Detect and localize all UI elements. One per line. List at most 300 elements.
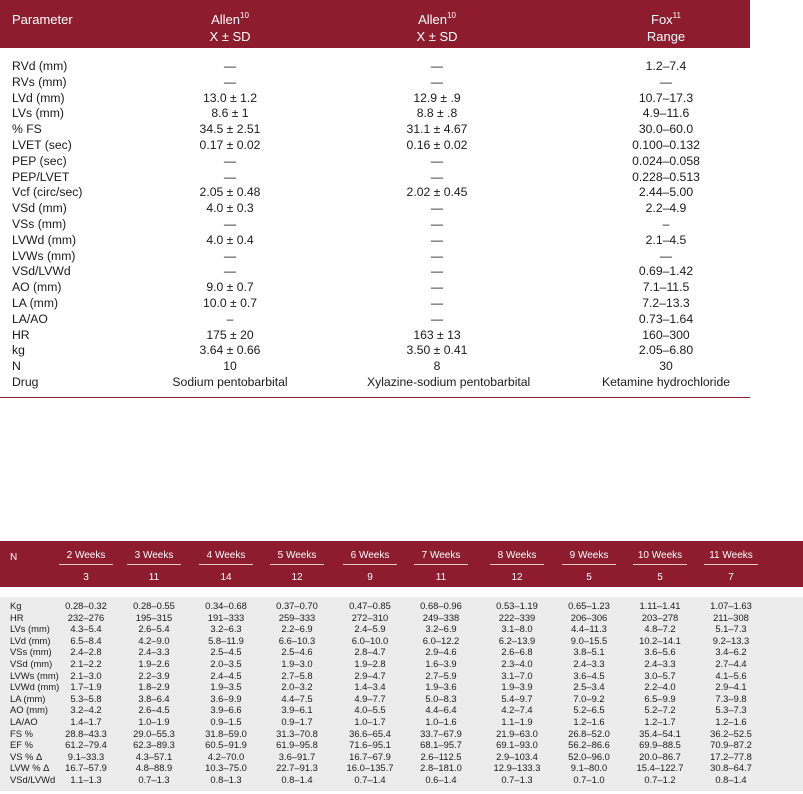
- allen-1-cell: 10.0 ± 0.7: [202, 295, 258, 310]
- range-cell: 61.2–79.4: [65, 739, 107, 751]
- range-cell: 3.0–5.7: [644, 669, 676, 681]
- row-label: VSd/LVWd: [10, 774, 56, 785]
- fox-range-cell: 4.9–11.6: [642, 106, 690, 121]
- allen-1-cell: 34.5 ± 2.51: [199, 122, 261, 137]
- range-cell: 1.0–1.9: [138, 716, 170, 727]
- range-cell: 4.4–7.5: [281, 692, 313, 704]
- allen-1-cell: —: [223, 248, 237, 263]
- range-cell: 6.5–8.4: [70, 634, 102, 646]
- week-label: 2 Weeks: [66, 550, 106, 561]
- parameter-cell: PEP (sec): [12, 153, 67, 168]
- sample-count: 11: [148, 572, 160, 583]
- range-cell: 3.6–5.6: [644, 646, 676, 658]
- range-cell: 9.0–15.5: [570, 634, 608, 646]
- allen-1-cell: 3.64 ± 0.66: [199, 343, 261, 358]
- table-row: [0, 635, 803, 647]
- range-cell: 2.2–6.9: [281, 623, 313, 635]
- range-cell: 2.1–3.0: [70, 669, 102, 681]
- fox-range-cell: —: [659, 248, 673, 263]
- table1-bottom-rule: [0, 397, 750, 398]
- allen-1-cell: 4.0 ± 0.3: [206, 201, 254, 216]
- table2-body: [0, 597, 803, 791]
- sample-count: 14: [220, 572, 232, 583]
- range-cell: 1.2–1.6: [573, 716, 605, 727]
- range-cell: 6.5–9.9: [644, 692, 676, 704]
- range-cell: 60.5–91.9: [205, 739, 247, 751]
- allen-2-cell: —: [430, 248, 444, 263]
- fox-range-cell: 0.228–0.513: [632, 169, 700, 184]
- range-cell: 232–276: [67, 611, 105, 623]
- table-row: [0, 375, 750, 391]
- allen-1-cell: —: [223, 264, 237, 279]
- range-cell: 62.3–89.3: [133, 739, 175, 751]
- row-label: EF %: [10, 739, 33, 751]
- parameter-cell: VSd (mm): [12, 201, 67, 216]
- range-cell: 4.1–5.6: [715, 669, 747, 681]
- range-cell: 28.8–43.3: [65, 727, 107, 739]
- sample-count: 12: [291, 572, 303, 583]
- header-allen-1: [160, 11, 300, 45]
- allen-2-cell: —: [430, 264, 444, 279]
- range-cell: 0.7–1.4: [354, 774, 386, 785]
- range-cell: 2.9–4.6: [425, 646, 457, 658]
- allen-1-cell: 2.05 ± 0.48: [199, 185, 261, 200]
- range-cell: 1.07–1.63: [710, 600, 752, 611]
- range-cell: 3.1–8.0: [501, 623, 533, 635]
- table-row: [0, 681, 803, 693]
- range-cell: 15.4–122.7: [636, 762, 684, 774]
- row-label: LVs (mm): [10, 623, 50, 635]
- range-cell: 1.9–2.8: [354, 658, 386, 669]
- range-cell: 0.65–1.23: [568, 600, 610, 611]
- row-label: AO (mm): [10, 704, 49, 716]
- range-cell: 2.9–4.7: [354, 669, 386, 681]
- fox-range-cell: 0.100–0.132: [632, 137, 700, 152]
- range-cell: 26.8–52.0: [568, 727, 610, 739]
- range-cell: 3.8–6.4: [138, 692, 170, 704]
- range-cell: 0.7–1.3: [138, 774, 170, 785]
- range-cell: 0.53–1.19: [496, 600, 538, 611]
- allen-2-cell: 8.8 ± .8: [416, 106, 458, 121]
- range-cell: 1.2–1.6: [715, 716, 747, 727]
- parameter-cell: Drug: [12, 374, 39, 389]
- range-cell: 0.37–0.70: [276, 600, 318, 611]
- range-cell: 22.7–91.3: [276, 762, 318, 774]
- range-cell: 6.2–13.9: [498, 634, 536, 646]
- range-cell: 1.9–3.0: [281, 658, 313, 669]
- range-cell: 3.8–5.1: [573, 646, 605, 658]
- allen-2-cell: 0.16 ± 0.02: [406, 137, 468, 152]
- table-row: [0, 170, 750, 186]
- range-cell: 4.2–9.0: [138, 634, 170, 646]
- parameter-cell: N: [12, 359, 21, 374]
- parameter-cell: HR: [12, 327, 30, 342]
- table-row: [0, 623, 803, 635]
- allen-2-cell: Xylazine-sodium pentobarbital: [367, 374, 531, 389]
- range-cell: 31.8–59.0: [205, 727, 247, 739]
- range-cell: 1.4–3.4: [354, 681, 386, 693]
- allen-1-cell: 13.0 ± 1.2: [202, 90, 258, 105]
- fox-range-cell: 10.7–17.3: [638, 90, 694, 105]
- range-cell: 222–339: [498, 611, 536, 623]
- range-cell: 7.3–9.8: [715, 692, 747, 704]
- header-divider: [270, 564, 324, 565]
- allen-2-cell: —: [430, 295, 444, 310]
- range-cell: 3.2–6.9: [425, 623, 457, 635]
- header-ref: 10: [447, 11, 456, 20]
- fox-range-cell: —: [659, 74, 673, 89]
- range-cell: 191–333: [207, 611, 245, 623]
- table-row: [0, 716, 803, 728]
- allen-2-cell: 163 ± 13: [413, 327, 461, 342]
- header-divider: [562, 564, 616, 565]
- table-row: [0, 138, 750, 154]
- range-cell: 9.1–33.3: [67, 750, 105, 762]
- range-cell: 0.9–1.5: [210, 716, 242, 727]
- range-cell: 2.8–4.7: [354, 646, 386, 658]
- parameter-cell: RVs (mm): [12, 74, 67, 89]
- range-cell: 5.0–8.3: [425, 692, 457, 704]
- parameter-cell: VSd/LVWd: [12, 264, 71, 279]
- table-row: [0, 59, 750, 75]
- table-row: [0, 154, 750, 170]
- week-label: 4 Weeks: [206, 550, 246, 561]
- header-divider: [343, 564, 397, 565]
- range-cell: 4.4–11.3: [571, 623, 607, 635]
- allen-1-cell: —: [223, 74, 237, 89]
- header-allen-2: [367, 11, 507, 45]
- parameter-cell: LVd (mm): [12, 90, 65, 105]
- fox-range-cell: 2.1–4.5: [645, 232, 687, 247]
- range-cell: 2.4–2.8: [70, 646, 102, 658]
- table-row: [0, 201, 750, 217]
- range-cell: 5.2–7.2: [644, 704, 676, 716]
- range-cell: 52.0–96.0: [568, 750, 610, 762]
- range-cell: 1.2–1.7: [644, 716, 676, 727]
- reference-values-table: [0, 0, 750, 389]
- fox-range-cell: 1.2–7.4: [645, 59, 687, 73]
- range-cell: 68.1–95.7: [420, 739, 462, 751]
- allen-2-cell: —: [430, 153, 444, 168]
- parameter-cell: RVd (mm): [12, 59, 68, 73]
- allen-2-cell: 8: [433, 359, 441, 374]
- range-cell: 0.28–0.55: [133, 600, 175, 611]
- range-cell: 2.4–4.5: [210, 669, 242, 681]
- table-row: [0, 264, 750, 280]
- week-label: 6 Weeks: [350, 550, 390, 561]
- row-label: FS %: [10, 727, 33, 739]
- range-cell: 16.7–57.9: [65, 762, 107, 774]
- fox-range-cell: –: [662, 216, 670, 231]
- parameter-cell: AO (mm): [12, 280, 62, 295]
- range-cell: 0.7–1.2: [644, 774, 676, 785]
- allen-2-cell: —: [430, 74, 444, 89]
- range-cell: 0.8–1.3: [210, 774, 242, 785]
- range-cell: 1.1–1.3: [70, 774, 102, 785]
- week-label: 3 Weeks: [134, 550, 174, 561]
- age-ranges-table: [0, 541, 803, 791]
- row-label: LVW % Δ: [10, 762, 50, 774]
- range-cell: 4.2–7.4: [501, 704, 533, 716]
- parameter-cell: LVWs (mm): [12, 248, 76, 263]
- fox-range-cell: 2.05–6.80: [638, 343, 694, 358]
- allen-1-cell: —: [223, 153, 237, 168]
- range-cell: 195–315: [135, 611, 173, 623]
- week-label: 10 Weeks: [637, 550, 683, 561]
- allen-2-cell: 12.9 ± .9: [413, 90, 461, 105]
- range-cell: 5.4–9.7: [501, 692, 533, 704]
- range-cell: 1.6–3.9: [425, 658, 457, 669]
- table-row: [0, 693, 803, 705]
- range-cell: 1.9–3.6: [425, 681, 457, 693]
- table-row: [0, 122, 750, 138]
- allen-1-cell: 8.6 ± 1: [211, 106, 249, 121]
- range-cell: 4.0–5.5: [354, 704, 386, 716]
- table-row: [0, 658, 803, 670]
- allen-2-cell: —: [430, 311, 444, 326]
- range-cell: 2.3–4.0: [501, 658, 533, 669]
- range-cell: 4.9–7.7: [354, 692, 386, 704]
- header-fox: [596, 11, 736, 45]
- table1-body: [0, 59, 750, 391]
- parameter-cell: PEP/LVET: [12, 169, 70, 184]
- range-cell: 6.0–12.2: [422, 634, 460, 646]
- range-cell: 2.6–112.5: [420, 750, 462, 762]
- header-divider: [633, 564, 687, 565]
- range-cell: 2.1–2.2: [70, 658, 102, 669]
- header-divider: [490, 564, 544, 565]
- range-cell: 69.9–88.5: [639, 739, 681, 751]
- range-cell: 2.7–5.8: [281, 669, 313, 681]
- parameter-cell: LA/AO: [12, 311, 48, 326]
- range-cell: 3.2–6.3: [210, 623, 242, 635]
- range-cell: 9.2–13.3: [712, 634, 750, 646]
- allen-1-cell: 10: [223, 359, 237, 374]
- range-cell: 5.2–6.5: [573, 704, 605, 716]
- range-cell: 10.2–14.1: [639, 634, 681, 646]
- allen-2-cell: —: [430, 232, 444, 247]
- range-cell: 31.3–70.8: [276, 727, 318, 739]
- header-ref: 11: [672, 11, 681, 20]
- header-subtitle: X ± SD: [416, 29, 458, 44]
- header-ref: 10: [240, 11, 249, 20]
- header-divider: [704, 564, 758, 565]
- header-parameter: Parameter: [12, 12, 73, 27]
- range-cell: 5.3–5.8: [70, 692, 102, 704]
- range-cell: 16.7–67.9: [349, 750, 391, 762]
- allen-2-cell: —: [430, 201, 444, 216]
- fox-range-cell: 160–300: [642, 327, 690, 342]
- range-cell: 1.9–3.9: [501, 681, 533, 693]
- range-cell: 3.6–9.9: [210, 692, 242, 704]
- fox-range-cell: 30.0–60.0: [638, 122, 694, 137]
- range-cell: 3.4–6.2: [715, 646, 747, 658]
- range-cell: 1.1–1.9: [501, 716, 533, 727]
- allen-2-cell: —: [430, 280, 444, 295]
- range-cell: 1.0–1.6: [425, 716, 457, 727]
- table2-header: [0, 541, 803, 587]
- range-cell: 0.28–0.32: [65, 600, 107, 611]
- allen-2-cell: —: [430, 169, 444, 184]
- range-cell: 69.1–93.0: [496, 739, 538, 751]
- range-cell: 211–308: [713, 611, 749, 623]
- range-cell: 2.4–5.9: [354, 623, 386, 635]
- range-cell: 3.6–91.7: [278, 750, 316, 762]
- range-cell: 0.7–1.3: [501, 774, 533, 785]
- parameter-cell: LVs (mm): [12, 106, 64, 121]
- table-row: [0, 646, 803, 658]
- sample-count: 12: [511, 572, 523, 583]
- table-row: [0, 217, 750, 233]
- parameter-cell: LVWd (mm): [12, 232, 77, 247]
- range-cell: 1.7–1.9: [70, 681, 102, 693]
- parameter-cell: Vcf (circ/sec): [12, 185, 83, 200]
- range-cell: 12.9–133.3: [493, 762, 541, 774]
- allen-1-cell: –: [226, 311, 234, 326]
- week-label: 11 Weeks: [709, 550, 753, 561]
- table-row: [0, 106, 750, 122]
- range-cell: 30.8–64.7: [710, 762, 752, 774]
- range-cell: 36.2–52.5: [710, 727, 752, 739]
- range-cell: 0.68–0.96: [420, 600, 462, 611]
- header-author: Allen: [418, 12, 447, 27]
- row-label: LA (mm): [10, 692, 46, 704]
- sample-count: 7: [728, 572, 734, 583]
- range-cell: 9.1–80.0: [570, 762, 608, 774]
- allen-2-cell: —: [430, 216, 444, 231]
- fox-range-cell: 0.69–1.42: [638, 264, 694, 279]
- range-cell: 4.2–70.0: [207, 750, 245, 762]
- allen-2-cell: 3.50 ± 0.41: [406, 343, 468, 358]
- row-label: LVd (mm): [10, 634, 51, 646]
- range-cell: 0.47–0.85: [349, 600, 391, 611]
- range-cell: 2.6–5.4: [138, 623, 170, 635]
- range-cell: 2.4–3.3: [138, 646, 170, 658]
- fox-range-cell: 2.44–5.00: [638, 185, 694, 200]
- week-label: 7 Weeks: [421, 550, 461, 561]
- table-row: [0, 670, 803, 682]
- range-cell: 36.6–65.4: [349, 727, 391, 739]
- row-label: HR: [10, 611, 24, 623]
- range-cell: 3.6–4.5: [573, 669, 605, 681]
- range-cell: 2.5–4.5: [210, 646, 242, 658]
- table-row: [0, 774, 803, 786]
- range-cell: 2.6–6.8: [501, 646, 533, 658]
- range-cell: 1.4–1.7: [70, 716, 102, 727]
- parameter-cell: LVET (sec): [12, 137, 72, 152]
- range-cell: 2.4–3.3: [644, 658, 676, 669]
- parameter-cell: kg: [12, 343, 25, 358]
- row-label: VSs (mm): [10, 646, 52, 658]
- parameter-cell: VSs (mm): [12, 216, 67, 231]
- range-cell: 2.6–4.5: [138, 704, 170, 716]
- range-cell: 2.2–4.0: [644, 681, 676, 693]
- allen-1-cell: 9.0 ± 0.7: [206, 280, 254, 295]
- table-row: [0, 612, 803, 624]
- sample-count: 11: [435, 572, 447, 583]
- fox-range-cell: 7.1–11.5: [642, 280, 690, 295]
- range-cell: 3.1–7.0: [501, 669, 533, 681]
- header-divider: [199, 564, 253, 565]
- range-cell: 0.8–1.4: [715, 774, 747, 785]
- allen-1-cell: 0.17 ± 0.02: [199, 137, 261, 152]
- allen-1-cell: Sodium pentobarbital: [172, 374, 288, 389]
- row-label: LVWd (mm): [10, 681, 60, 693]
- range-cell: 4.3–57.1: [135, 750, 173, 762]
- range-cell: 4.8–7.2: [644, 623, 676, 635]
- header-subtitle: Range: [646, 29, 686, 44]
- fox-range-cell: 0.73–1.64: [638, 311, 694, 326]
- range-cell: 6.0–10.0: [351, 634, 389, 646]
- fox-range-cell: 30: [659, 359, 673, 374]
- table-row: [0, 359, 750, 375]
- fox-range-cell: 2.2–4.9: [645, 201, 687, 216]
- sample-count: 5: [657, 572, 663, 583]
- range-cell: 249–338: [422, 611, 460, 623]
- range-cell: 4.8–88.9: [135, 762, 173, 774]
- range-cell: 56.2–86.6: [568, 739, 610, 751]
- table1-header: [0, 0, 750, 48]
- allen-2-cell: —: [430, 59, 444, 73]
- range-cell: 2.8–181.0: [420, 762, 462, 774]
- range-cell: 1.9–2.6: [138, 658, 170, 669]
- range-cell: 0.34–0.68: [205, 600, 247, 611]
- allen-1-cell: 4.0 ± 0.4: [206, 232, 254, 247]
- range-cell: 1.8–2.9: [138, 681, 170, 693]
- allen-1-cell: 175 ± 20: [206, 327, 254, 342]
- table-row: [0, 751, 803, 763]
- table-row: [0, 343, 750, 359]
- range-cell: 71.6–95.1: [349, 739, 391, 751]
- range-cell: 4.3–5.4: [70, 623, 102, 635]
- allen-1-cell: —: [223, 216, 237, 231]
- row-label: VS % Δ: [10, 750, 43, 762]
- header-author: Allen: [211, 12, 240, 27]
- range-cell: 3.2–4.2: [70, 704, 102, 716]
- range-cell: 259–333: [278, 611, 316, 623]
- header-n-label: N: [10, 552, 18, 563]
- header-divider: [59, 564, 113, 565]
- range-cell: 203–278: [641, 611, 679, 623]
- row-label: VSd (mm): [10, 658, 53, 669]
- range-cell: 29.0–55.3: [133, 727, 175, 739]
- range-cell: 33.7–67.9: [420, 727, 462, 739]
- week-label: 8 Weeks: [497, 550, 537, 561]
- row-label: LA/AO: [10, 716, 38, 727]
- allen-1-cell: —: [223, 59, 237, 73]
- range-cell: 2.5–3.4: [573, 681, 605, 693]
- range-cell: 0.9–1.7: [281, 716, 313, 727]
- sample-count: 9: [367, 572, 373, 583]
- table-row: [0, 185, 750, 201]
- range-cell: 0.8–1.4: [281, 774, 313, 785]
- range-cell: 1.11–1.41: [639, 600, 681, 611]
- range-cell: 70.9–87.2: [710, 739, 752, 751]
- table-row: [0, 762, 803, 774]
- row-label: LVWs (mm): [10, 669, 59, 681]
- range-cell: 7.0–9.2: [573, 692, 605, 704]
- table-row: [0, 91, 750, 107]
- range-cell: 10.3–75.0: [205, 762, 247, 774]
- range-cell: 206–306: [570, 611, 608, 623]
- range-cell: 3.9–6.1: [281, 704, 313, 716]
- range-cell: 1.9–3.5: [210, 681, 242, 693]
- range-cell: 5.8–11.9: [208, 634, 244, 646]
- range-cell: 1.0–1.7: [354, 716, 386, 727]
- range-cell: 35.4–54.1: [639, 727, 681, 739]
- range-cell: 2.2–3.9: [138, 669, 170, 681]
- range-cell: 0.7–1.0: [573, 774, 605, 785]
